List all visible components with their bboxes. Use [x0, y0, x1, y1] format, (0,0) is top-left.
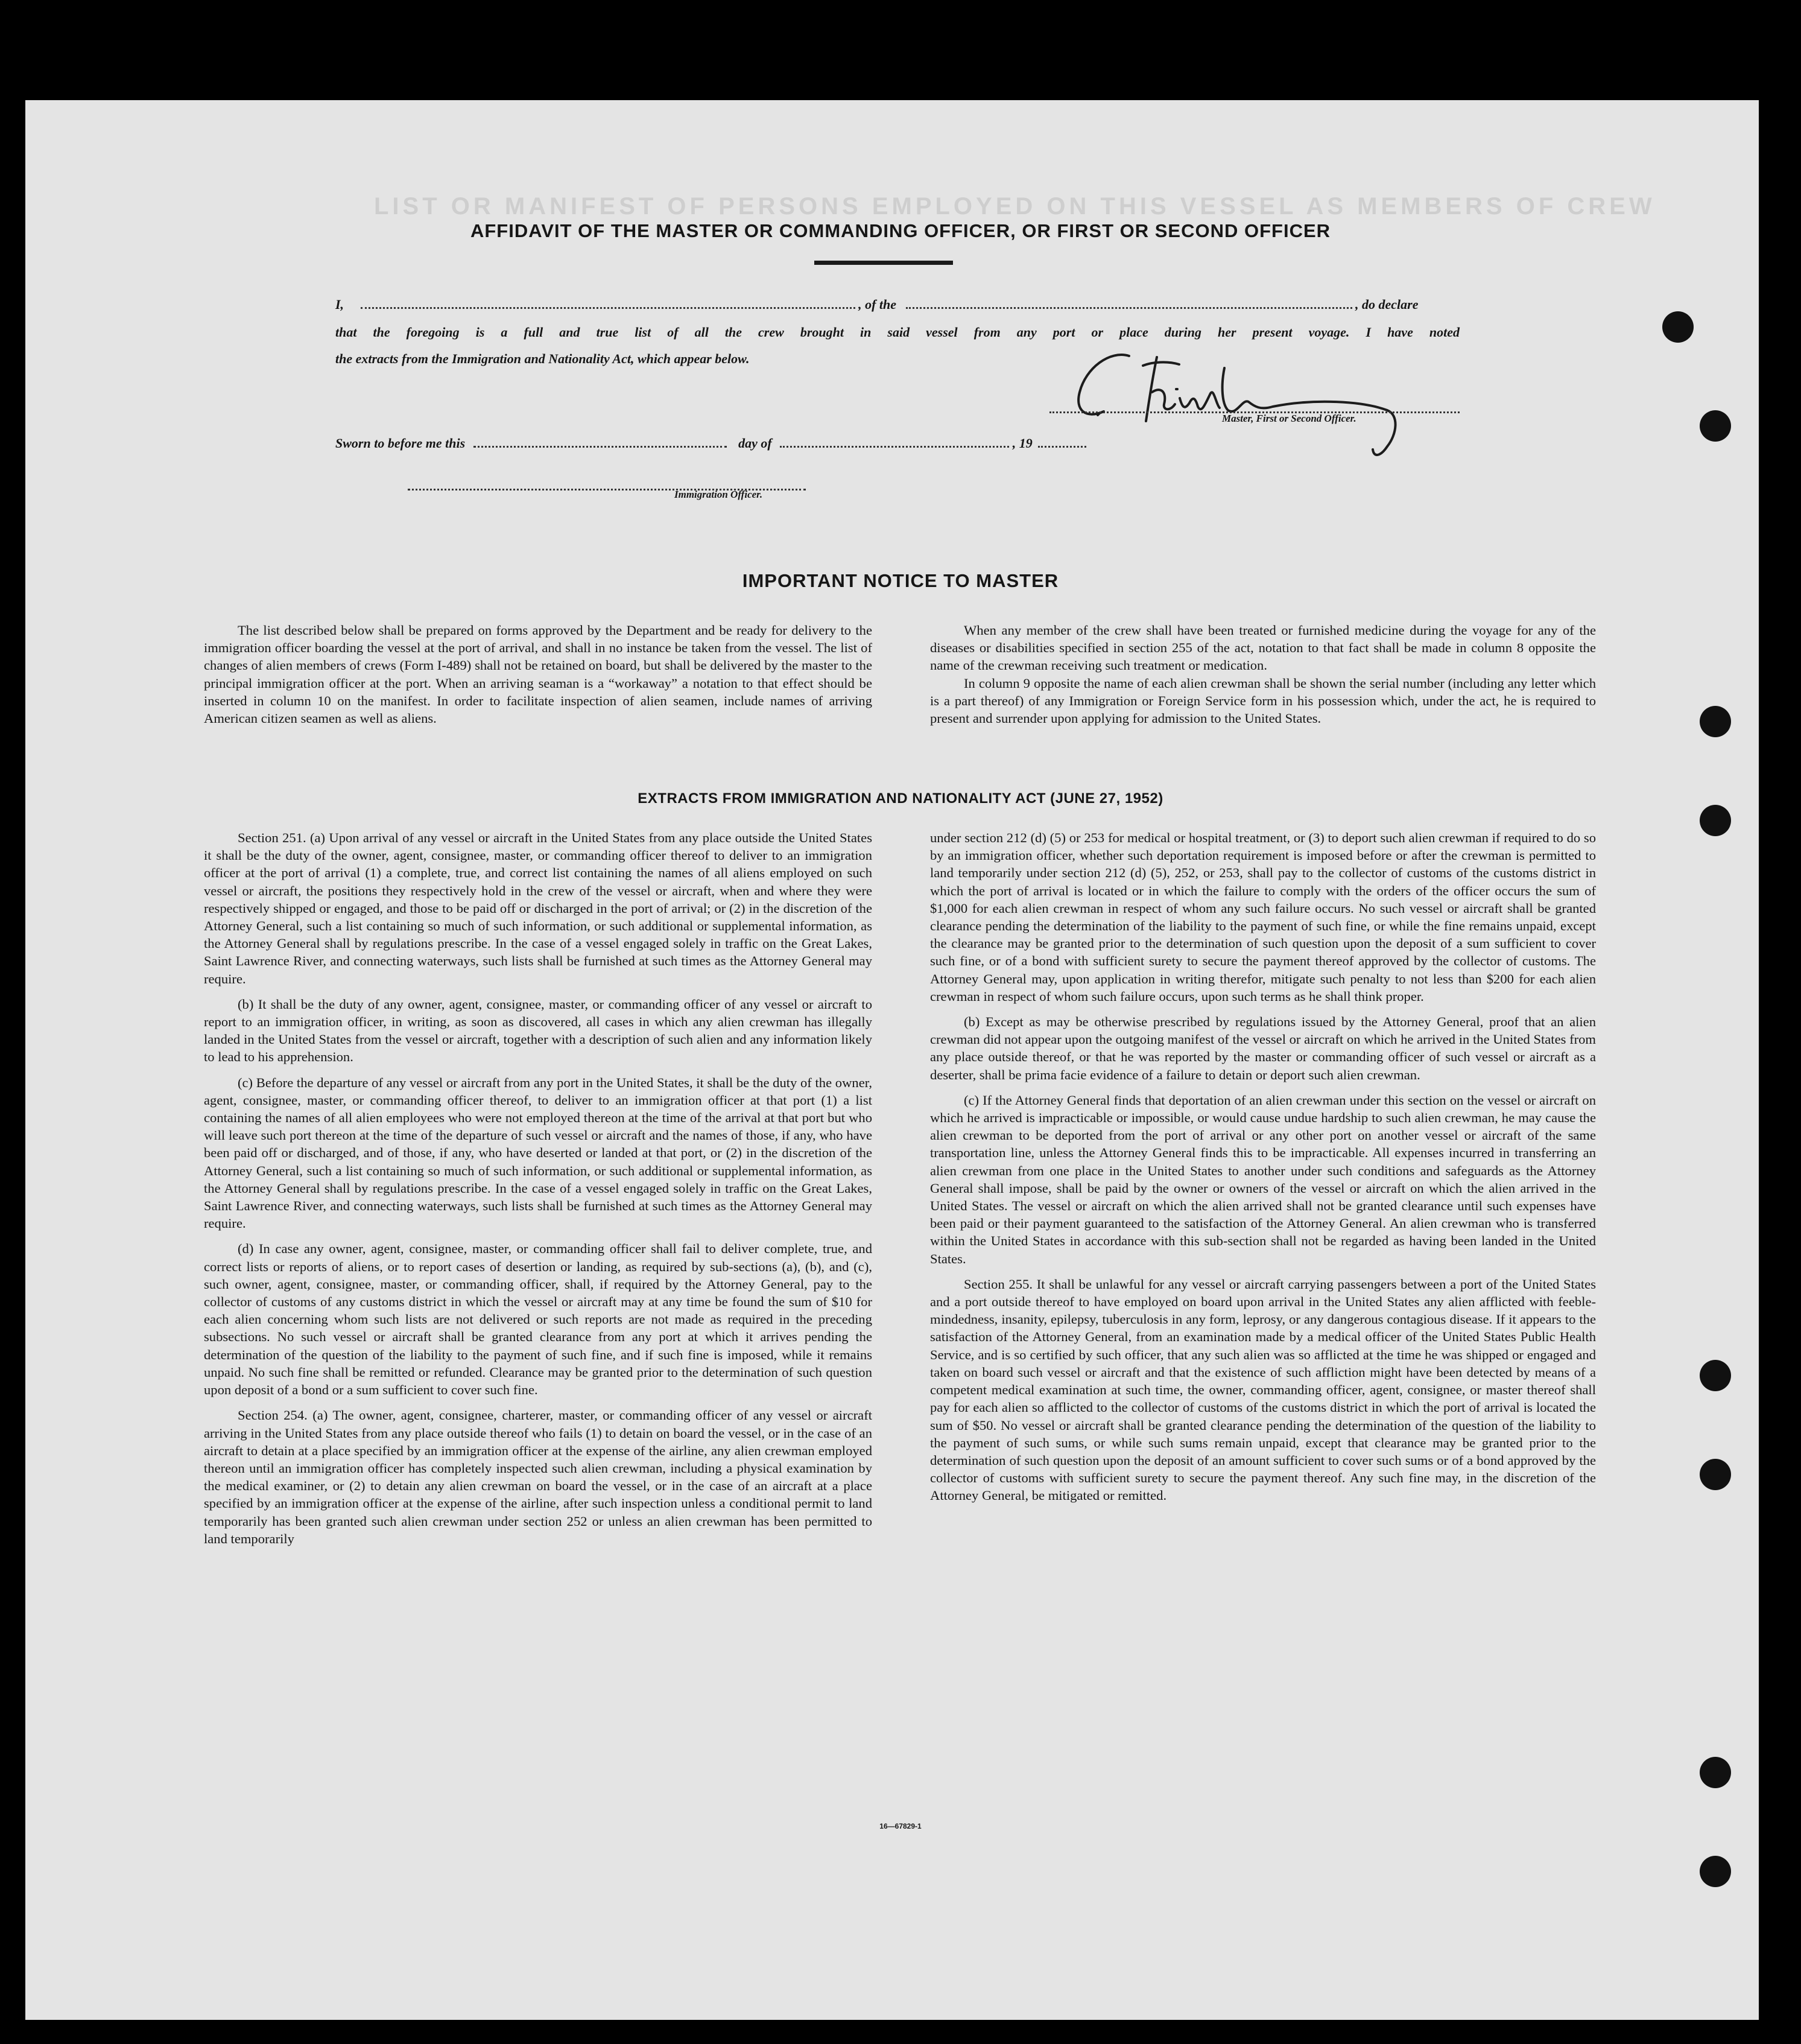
section-paragraph: (c) If the Attorney General finds that deportation of an alien crewman under this section on the vessel or aircraft on which he arrived is impracticable or impossible, or would cause undue hardship to such alien crewman, he may cause the alien crewman to be deported from the port of arrival or any other port on another vessel or aircraft of the same transportation line, unless the Attorney General finds this to be impracticable. All expenses incurred in transferring an alien crewman from one place in the United States to another under such conditions and safeguards as the Attorney General shall impose, shall be paid by the owner or owners of the vessel or aircraft on which the alien arrived in the United States. The vessel or aircraft on which the alien arrived shall not be granted clearance until such expenses have been paid or their payment guaranteed to the satisfaction of the Attorney General. An alien crewman who is transferred within the United States in accordance with this sub-section shall not be regarded as having been landed in the United States. — [930, 1092, 1596, 1266]
notice-right-column — [930, 621, 1596, 735]
section-paragraph: (b) Except as may be otherwise prescribed by regulations issued by the Attorney General, proof that an alien crewman did not appear upon the outgoing manifest of the vessel or aircraft on which he arrived in the United States from any place outside thereof, or that he was reported by the master or commanding officer of such vessel or aircraft as a deserter, shall be prima facie evidence of a failure to detain or deport such alien crewman. — [930, 1014, 1596, 1082]
sworn-year-field[interactable] — [1038, 435, 1086, 448]
sworn-line — [335, 430, 1460, 457]
notice-paragraph: In column 9 opposite the name of each alien crewman shall be shown the serial number (including any letter which is a part thereof) of any Immigration or Foreign Service form in his possession which, under the act, he is required to present and surrender upon applying for admission to the United States. — [930, 675, 1596, 726]
year-label: , 19 — [1012, 436, 1033, 451]
notice-left-column — [204, 621, 872, 735]
section-paragraph: Section 255. It shall be unlawful for any vessel or aircraft carrying passengers between a port of the United States and a port outside thereof to have employed on board upon arrival in the United States any alien afflicted with feeble-mindedness, insanity, epilepsy, tuberculosis in any form, leprosy, or any dangerous contagious disease. If it appears to the satisfaction of the Attorney General, from an examination made by a medical officer of the United States Public Health Service, and is so certified by such officer, that any such alien was so afflicted at the time he was shipped or engaged and taken on board such vessel or aircraft and that the existence of such affliction might have been detected by means of a competent medical examination at such time, the owner, commanding officer, agent, consignee, or master thereof shall pay for each alien so afflicted to the collector of customs of the customs district in which the port of arrival is located the sum of $50. No vessel or aircraft shall be granted clearance pending the determination of the question of the liability to the payment of such sums, or while such sums remain unpaid, except that clearance may be granted prior to the determination of such question upon the deposit of an amount sufficient to cover such sums or of a bond approved by the collector of customs with sufficient surety to secure the payment thereof. Any such fine may, in the discretion of the Attorney General, be mitigated or remitted. — [930, 1276, 1596, 1503]
extracts-right-column — [930, 829, 1596, 1512]
declaration-line-1 — [335, 291, 1460, 319]
section-paragraph: (c) Before the departure of any vessel or aircraft from any port in the United States, it shall be the duty of the owner, agent, consignee, master, or commanding officer thereof, to deliver to an immigration officer at that port (1) a list containing the names of all alien employees who were not employed thereon at the time of the arrival at that port but who will leave such port thereon at the time of the departure of such vessel or aircraft and the names of those, if any, who have been paid off or discharged, and of those, if any, who have deserted or landed at that port, or (2) in the discretion of the Attorney General, such a list containing so much of such information, or such additional or supplemental information, as the Attorney General shall by regulations prescribe. In the case of a vessel engaged solely in traffic on the Great Lakes, Saint Lawrence River, and connecting waterways, such lists shall be furnished at such times as the Attorney General may require. — [204, 1074, 872, 1231]
immigration-officer-label: Immigration Officer. — [674, 489, 763, 500]
i-label: I, — [335, 297, 344, 312]
affidavit-title: AFFIDAVIT OF THE MASTER OR COMMANDING OFFICER, OR FIRST OR SECOND OFFICER — [470, 220, 1331, 241]
notice-title: IMPORTANT NOTICE TO MASTER — [742, 570, 1059, 591]
punch-hole — [1662, 311, 1694, 343]
sworn-day-field[interactable] — [473, 435, 727, 448]
form-number: 16—67829-1 — [879, 1822, 922, 1830]
punch-hole — [1700, 706, 1731, 737]
title-rule — [814, 261, 953, 265]
do-declare-label: , do declare — [1355, 297, 1419, 312]
declaration-line-3: the extracts from the Immigration and Nationality Act, which appear below. — [335, 351, 750, 366]
section-paragraph: (b) It shall be the duty of any owner, agent, consignee, master, or commanding officer of any vessel or aircraft to report to an immigration officer, in writing, as soon as discovered, all cases in which any alien crewman has illegally landed in the United States from the vessel or aircraft, together with a description of such alien and any information likely to lead to his apprehension. — [204, 996, 872, 1065]
section-paragraph: Section 251. (a) Upon arrival of any vessel or aircraft in the United States from any place outside the United States it shall be the duty of the owner, agent, consignee, master, or commanding officer thereof to deliver to an immigration officer at the port of arrival (1) a complete, true, and correct list containing the names of all aliens employed on such vessel or aircraft, the positions they respectively hold in the crew of the vessel or aircraft, when and where they were respectively shipped or engaged, and those to be paid off or discharged in the port of arrival; or (2) in the discretion of the Attorney General, such a list containing so much of such information, or such additional or supplemental information, as the Attorney General shall by regulations prescribe. In the case of a vessel engaged solely in traffic on the Great Lakes, Saint Lawrence River, and connecting waterways, such lists shall be furnished at such times as the Attorney General may require. — [204, 830, 872, 986]
of-the-label: , of the — [858, 297, 897, 312]
sworn-month-field[interactable] — [780, 435, 1009, 448]
day-of-label: day of — [738, 436, 772, 451]
section-paragraph: (d) In case any owner, agent, consignee, master, or commanding officer shall fail to deliver complete, true, and correct lists or reports of aliens, or to report cases of desertion or landing, as required by sub-sections (a), (b), and (c), such owner, agent, consignee, master, or commanding officer, shall, if required by the Attorney General, pay to the collector of customs of any customs district in which the vessel or aircraft may at any time be found the sum of $10 for each alien concerning whom such lists are not delivered or such reports are not made as required in the preceding subsections. No such vessel or aircraft shall be granted clearance from any port at which it arrives pending the determination of the question of the liability to the payment of such fine, and if such fine is imposed, while it remains unpaid. No such fine shall be remitted or refunded. Clearance may be granted prior to the determination of such question upon deposit of a bond or a sum sufficient to cover such fine. — [204, 1241, 872, 1398]
extracts-title: EXTRACTS FROM IMMIGRATION AND NATIONALITY ACT (JUNE 27, 1952) — [638, 790, 1163, 807]
section-paragraph: Section 254. (a) The owner, agent, consignee, charterer, master, or commanding officer of any vessel or aircraft arriving in the United States from any place outside thereof who fails (1) to detain on board the vessel, or in the case of an aircraft to detain at a place specified by an immigration officer at the expense of the airline, any alien crewman employed thereon until an immigration officer has completely inspected such alien crewman, including a physical examination by the medical examiner, or (2) to detain any alien crewman on board the vessel, or in the case of an aircraft at a place specified by an immigration officer at the expense of the airline, after such inspection unless a conditional permit to land temporarily has been granted such alien crewman under section 252 or unless an alien crewman has been permitted to land temporarily — [204, 1408, 872, 1546]
declaration-line-2: that the foregoing is a full and true list of all the crew brought in said vessel from any port or place during her present voyage. I have noted — [335, 325, 1460, 340]
vessel-field[interactable] — [906, 296, 1352, 309]
punch-hole — [1700, 1856, 1731, 1887]
extracts-left-column — [204, 829, 872, 1555]
section-paragraph: under section 212 (d) (5) or 253 for medical or hospital treatment, or (3) to deport such alien crewman if required to do so by an immigration officer, whether such deportation requirement is imposed before or after the crewman is permitted to land temporarily under section 212 (d) (5), 252, or 253, shall pay to the collector of customs of the customs district in which the port of arrival is located or in which the failure to comply with the orders of the officer occurs the sum of $1,000 for each alien crewman in respect of whom any such failure occurs. No such vessel or aircraft shall be granted clearance pending the determination of the liability to the payment of such fine, or while the fine remains unpaid, except the clearance may be granted prior to the determination of such question upon the deposit of a sum sufficient to cover such fine, or of a bond with sufficient surety to secure the payment thereof approved by the collector of customs. The Attorney General may, upon application in writing therefor, mitigate such penalty to not less than $200 for each alien crewman in respect of whom such failure occurs, upon such terms as he shall think proper. — [930, 830, 1596, 1004]
punch-hole — [1700, 1360, 1731, 1391]
punch-hole — [1700, 410, 1731, 442]
bleed-through-text: LIST OR MANIFEST OF PERSONS EMPLOYED ON THIS VESSEL AS MEMBERS OF CREW — [374, 193, 1656, 220]
master-label: Master, First or Second Officer. — [1222, 413, 1356, 424]
notice-paragraph: When any member of the crew shall have been treated or furnished medicine during the voyage for any of the diseases or disabilities specified in section 255 of the act, notation to that fact shall be made in column 8 opposite the name of the crewman receiving such treatment or medication. — [930, 623, 1596, 673]
punch-hole — [1700, 805, 1731, 836]
name-field[interactable] — [361, 296, 855, 309]
punch-hole — [1700, 1459, 1731, 1490]
notice-paragraph: The list described below shall be prepared on forms approved by the Department and be ready for delivery to the immigration officer boarding the vessel at the port of arrival, and shall in no instance be taken from the vessel. The list of changes of alien members of crews (Form I-489) shall not be retained on board, but shall be delivered by the master to the principal immigration officer at the port. When an arriving seaman is a “workaway” a notation to that effect should be inserted in column 10 on the manifest. In order to facilitate inspection of alien seamen, include names of arriving American citizen seamen as well as aliens. — [204, 623, 872, 726]
punch-hole — [1700, 1757, 1731, 1788]
sworn-label: Sworn to before me this — [335, 436, 466, 451]
master-signature-field[interactable] — [1049, 401, 1460, 413]
